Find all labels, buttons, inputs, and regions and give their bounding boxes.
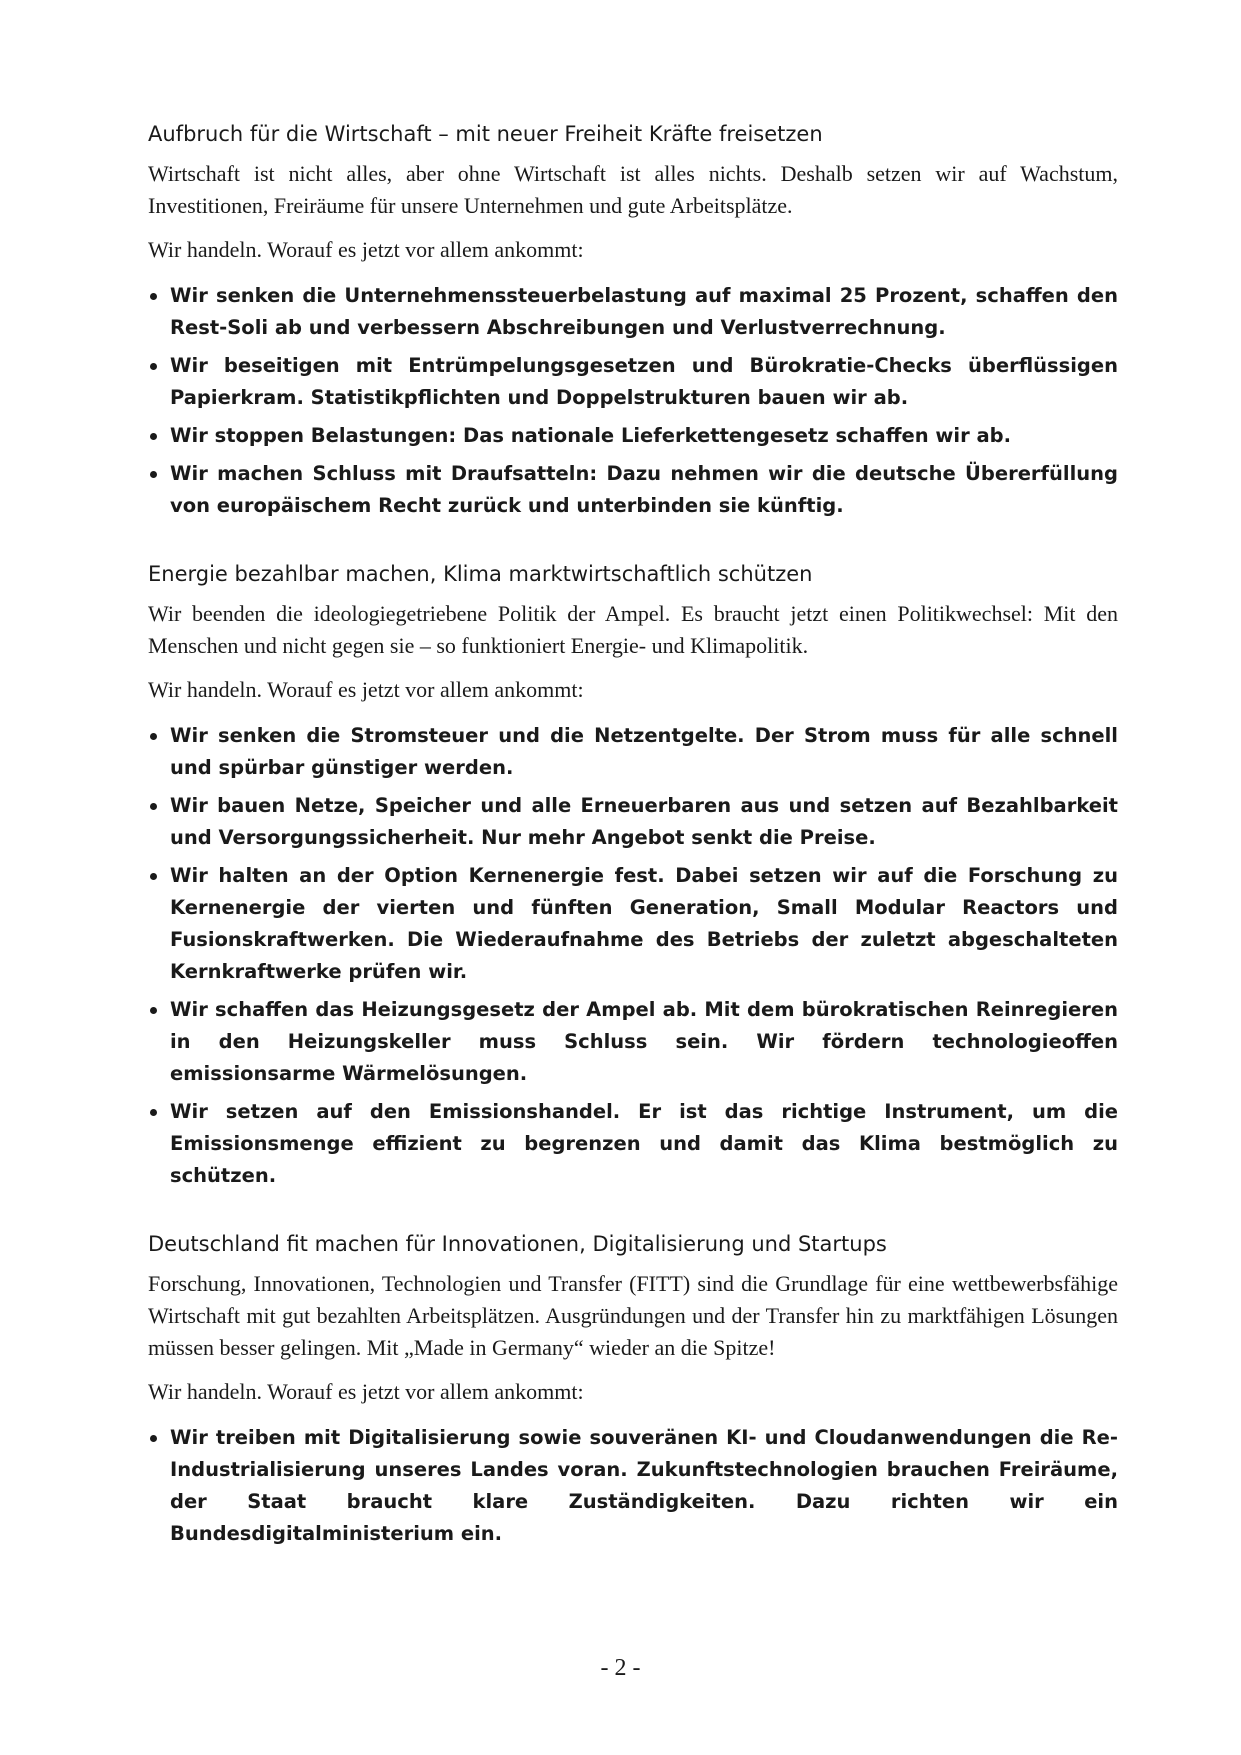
page-number: - 2 -: [600, 1655, 641, 1681]
bullet-item: [148, 790, 1118, 854]
bullet-item: [148, 1096, 1118, 1192]
bullet-item: [148, 994, 1118, 1090]
bullet-icon: [150, 1435, 157, 1442]
bullet-icon: [150, 1007, 157, 1014]
bullet-list: [148, 720, 1118, 1192]
section-lead: Wir handeln. Worauf es jetzt vor allem ankommt:: [148, 237, 584, 262]
bullet-list: [148, 280, 1118, 522]
bullet-icon: [150, 293, 157, 300]
bullet-item: [148, 280, 1118, 344]
bullet-text: Wir halten an der Option Kernenergie fest. Dabei setzen wir auf die Forschung zu Kernenergie der vierten und fünften Generation, Small Modular Reactors und Fusionskraftwerken. Die Wiederaufnahme des Betriebs der zuletzt abgeschalteten Kernkraftwerke prüfen wir.: [170, 864, 1118, 983]
bullet-icon: [150, 471, 157, 478]
bullet-icon: [150, 873, 157, 880]
bullet-icon: [150, 803, 157, 810]
section-innovationen: [148, 1228, 1118, 1550]
bullet-item: [148, 1422, 1118, 1550]
bullet-item: [148, 458, 1118, 522]
bullet-text: Wir machen Schluss mit Draufsatteln: Dazu nehmen wir die deutsche Übererfüllung von europäischem Recht zurück und unterbinden sie künftig.: [170, 462, 1118, 517]
bullet-item: [148, 350, 1118, 414]
bullet-icon: [150, 733, 157, 740]
bullet-text: Wir setzen auf den Emissionshandel. Er ist das richtige Instrument, um die Emissionsmenge effizient zu begrenzen und damit das Klima bestmöglich zu schützen.: [170, 1100, 1118, 1187]
bullet-text: Wir treiben mit Digitalisierung sowie souveränen KI- und Cloudanwendungen die Re-Industrialisierung unseres Landes voran. Zukunftstechnologien brauchen Freiräume, der Staat braucht klare Zuständigkeiten. Dazu richten wir ein Bundesdigitalministerium ein.: [170, 1426, 1118, 1545]
document-page: [148, 118, 1118, 1586]
bullet-text: Wir schaffen das Heizungsgesetz der Ampel ab. Mit dem bürokratischen Reinregieren in den Heizungskeller muss Schluss sein. Wir fördern technologieoffen emissionsarme Wärmelösungen.: [170, 998, 1118, 1085]
section-intro: Forschung, Innovationen, Technologien und Transfer (FITT) sind die Grundlage für eine wettbewerbsfähige Wirtschaft mit gut bezahlten Arbeitsplätzen. Ausgründungen und der Transfer hin zu marktfähigen Lösungen müssen besser gelingen. Mit „Made in Germany“ wieder an die Spitze!: [148, 1271, 1118, 1360]
bullet-item: [148, 860, 1118, 988]
bullet-list: [148, 1422, 1118, 1550]
bullet-text: Wir beseitigen mit Entrümpelungsgesetzen und Bürokratie-Checks überflüssigen Papierkram. Statistikpflichten und Doppelstrukturen bauen wir ab.: [170, 354, 1118, 409]
section-heading: Energie bezahlbar machen, Klima marktwirtschaftlich schützen: [148, 562, 813, 586]
section-heading: Aufbruch für die Wirtschaft – mit neuer Freiheit Kräfte freisetzen: [148, 122, 823, 146]
bullet-text: Wir bauen Netze, Speicher und alle Erneuerbaren aus und setzen auf Bezahlbarkeit und Versorgungssicherheit. Nur mehr Angebot senkt die Preise.: [170, 794, 1118, 849]
bullet-icon: [150, 363, 157, 370]
section-lead: Wir handeln. Worauf es jetzt vor allem ankommt:: [148, 677, 584, 702]
section-heading: Deutschland fit machen für Innovationen, Digitalisierung und Startups: [148, 1232, 887, 1256]
bullet-item: [148, 420, 1118, 452]
section-intro: Wirtschaft ist nicht alles, aber ohne Wirtschaft ist alles nichts. Deshalb setzen wir auf Wachstum, Investitionen, Freiräume für unsere Unternehmen und gute Arbeitsplätze.: [148, 161, 1118, 218]
bullet-item: [148, 720, 1118, 784]
section-lead: Wir handeln. Worauf es jetzt vor allem ankommt:: [148, 1379, 584, 1404]
section-wirtschaft: [148, 118, 1118, 522]
bullet-text: Wir senken die Unternehmenssteuerbelastung auf maximal 25 Prozent, schaffen den Rest-Soli ab und verbessern Abschreibungen und Verlustverrechnung.: [170, 284, 1118, 339]
section-energie: [148, 558, 1118, 1192]
bullet-text: Wir senken die Stromsteuer und die Netzentgelte. Der Strom muss für alle schnell und spürbar günstiger werden.: [170, 724, 1118, 779]
section-intro: Wir beenden die ideologiegetriebene Politik der Ampel. Es braucht jetzt einen Politikwechsel: Mit den Menschen und nicht gegen sie – so funktioniert Energie- und Klimapolitik.: [148, 601, 1118, 658]
bullet-text: Wir stoppen Belastungen: Das nationale Lieferkettengesetz schaffen wir ab.: [170, 424, 1012, 447]
bullet-icon: [150, 433, 157, 440]
bullet-icon: [150, 1109, 157, 1116]
